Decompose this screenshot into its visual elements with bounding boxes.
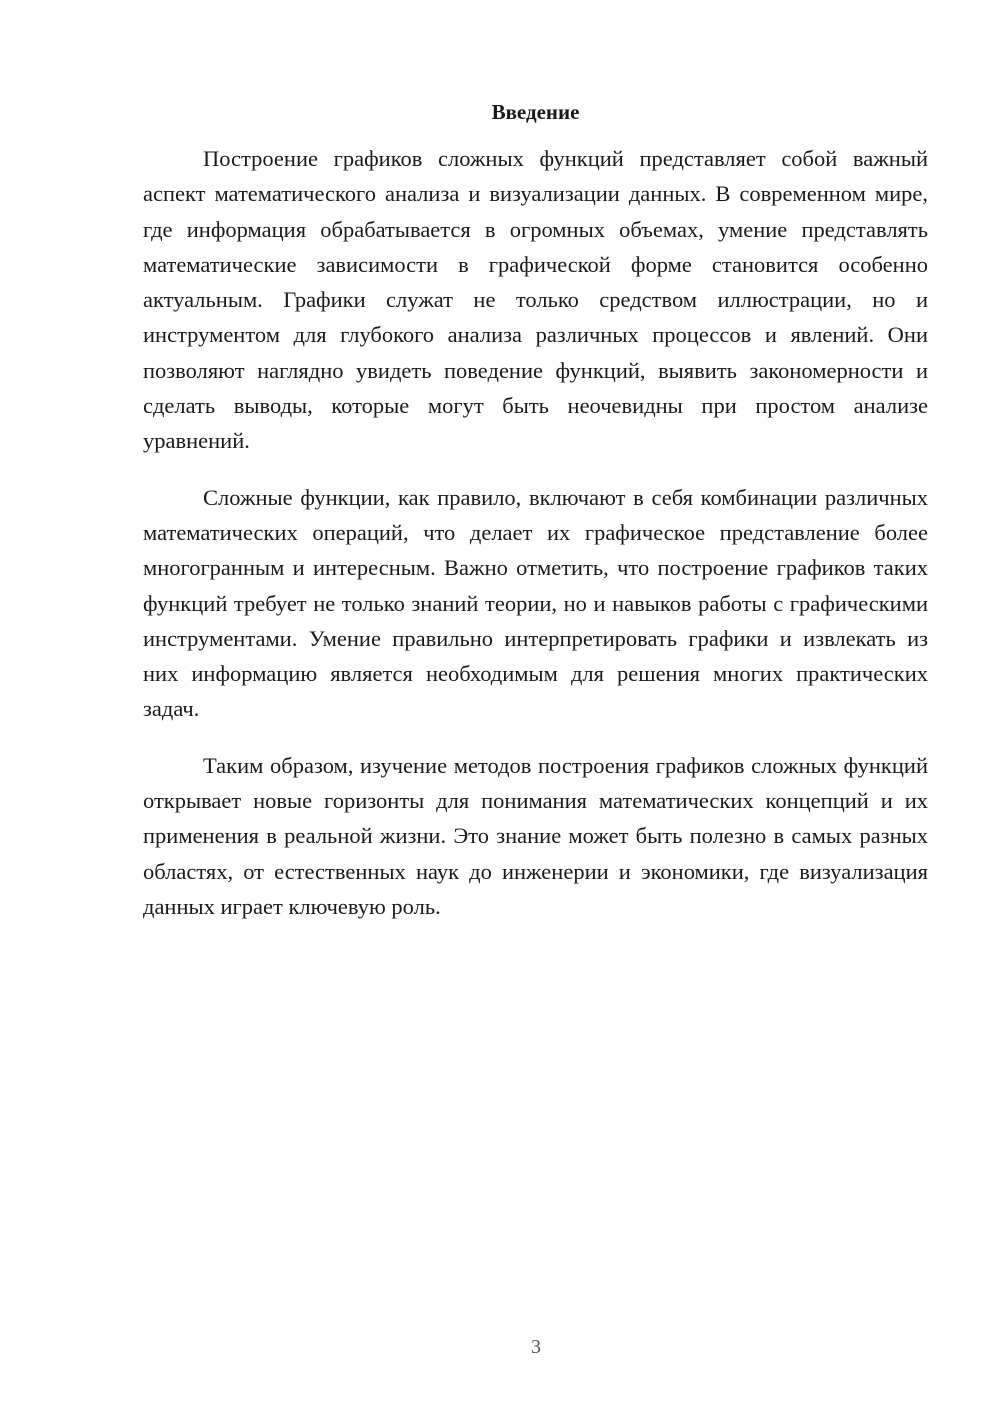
page-number: 3 [531, 1336, 541, 1358]
paragraph-3: Таким образом, изучение методов построения графиков сложных функций открывает новые горизонты для понимания математических концепций и их применения в реальной жизни. Это знание может быть полезно в самых разных областях, от естественных наук до инженерии и экономики, где визуализация данных играет ключевую роль. [143, 752, 928, 919]
body-text [143, 141, 928, 945]
section-title: Введение [491, 100, 580, 124]
paragraph-2: Сложные функции, как правило, включают в себя комбинации различных математических операций, что делает их графическое представление более многогранным и интересным. Важно отметить, что построение графиков таких функций требует не только знаний теории, но и навыков работы с графическими инструментами. Умение правильно интерпретировать графики и извлекать из них информацию является необходимым для решения многих практических задач. [143, 484, 928, 722]
paragraph-1: Построение графиков сложных функций представляет собой важный аспект математического анализа и визуализации данных. В современном мире, где информация обрабатывается в огромных объемах, умение представлять математические зависимости в графической форме становится особенно актуальным. Графики служат не только средством иллюстрации, но и инструментом для глубокого анализа различных процессов и явлений. Они позволяют наглядно увидеть поведение функций, выявить закономерности и сделать выводы, которые могут быть неочевидны при простом анализе уравнений. [143, 146, 928, 454]
